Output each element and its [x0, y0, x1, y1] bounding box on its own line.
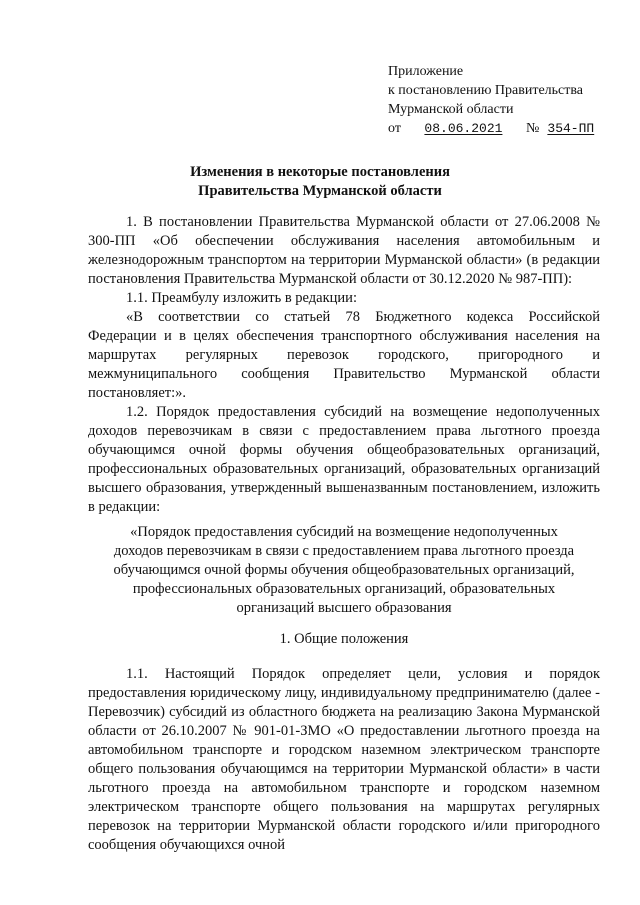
date-prefix: от	[388, 121, 401, 136]
amendments-section	[88, 213, 600, 517]
preamble-line-5: постановляет:».	[88, 385, 187, 401]
order-title-line-3: обучающимся очной формы обучения общеобразовательных организаций,	[113, 562, 575, 578]
general-provisions	[88, 665, 600, 855]
appendix-line-2: к постановлению Правительства	[388, 83, 584, 98]
title-line-2: Правительства Мурманской области	[198, 183, 442, 199]
paragraph-1: 1. В постановлении Правительства Мурманской области от 27.06.2008 № 300-ПП «Об обеспечении обслуживания населения автомобильным и железнодорожным транспортом на территории Мурманской области» (в редакции постановления Правительства Мурманской области от 30.12.2020 № 987-ПП):	[88, 214, 600, 287]
section-heading: 1. Общие положения	[279, 631, 409, 647]
appendix-date-row	[388, 119, 599, 138]
document-title	[0, 163, 640, 201]
preamble-line-1: «В соответствии со статьей 78 Бюджетного кодекса Российской	[126, 309, 600, 325]
preamble-line-3: маршрутах регулярных перевозок городского, пригородного и	[88, 347, 600, 363]
order-title-line-5: организаций высшего образования	[236, 600, 452, 616]
order-title-line-1: «Порядок предоставления субсидий на возмещение недополученных	[130, 524, 558, 540]
decree-date: 08.06.2021	[424, 121, 503, 136]
preamble-line-2: Федерации и в целях обеспечения транспортного обслуживания населения на	[88, 328, 600, 344]
preamble-quote	[88, 308, 600, 403]
appendix-line-1: Приложение	[388, 64, 464, 79]
order-title-line-4: профессиональных образовательных организаций, образовательных	[132, 581, 556, 597]
number-prefix: №	[525, 121, 540, 136]
paragraph-general-1-1: 1.1. Настоящий Порядок определяет цели, условия и порядок предоставления юридическому лицу, индивидуальному предпринимателю (далее - Перевозчик) субсидий из областного бюджета на реализацию Закона Мурманской области от 26.10.2007 № 901-01-ЗМО «О предоставлении льготного проезда на автомобильном транспорте и городском наземном электрическом транспорте общего пользования обучающимся на территории Мурманской области» в части льготного проезда на автомобильном транспорте и городском наземном электрическом транспорте общего пользования на маршрутах регулярных перевозок на территории Мурманской области городского и/или пригородного сообщения обучающихся очной	[88, 666, 600, 853]
appendix-line-3: Мурманской области	[388, 102, 514, 117]
decree-number: 354-ПП	[547, 121, 595, 136]
appendix-block	[388, 62, 599, 138]
paragraph-1-1: 1.1. Преамбулу изложить в редакции:	[126, 290, 357, 306]
preamble-line-4: межмуниципального сообщения Правительство Мурманской области	[88, 366, 600, 382]
order-title-line-2: доходов перевозчикам в связи с предоставлением права льготного проезда	[113, 543, 575, 559]
paragraph-1-2: 1.2. Порядок предоставления субсидий на возмещение недополученных доходов перевозчикам в связи с предоставлением права льготного проезда обучающимся очной формы обучения общеобразовательных организаций, профессиональных образовательных организаций, образовательных организаций высшего образования, утвержденный вышеназванным постановлением, изложить в редакции:	[88, 404, 600, 515]
order-title	[88, 523, 600, 618]
title-line-1: Изменения в некоторые постановления	[190, 164, 450, 180]
